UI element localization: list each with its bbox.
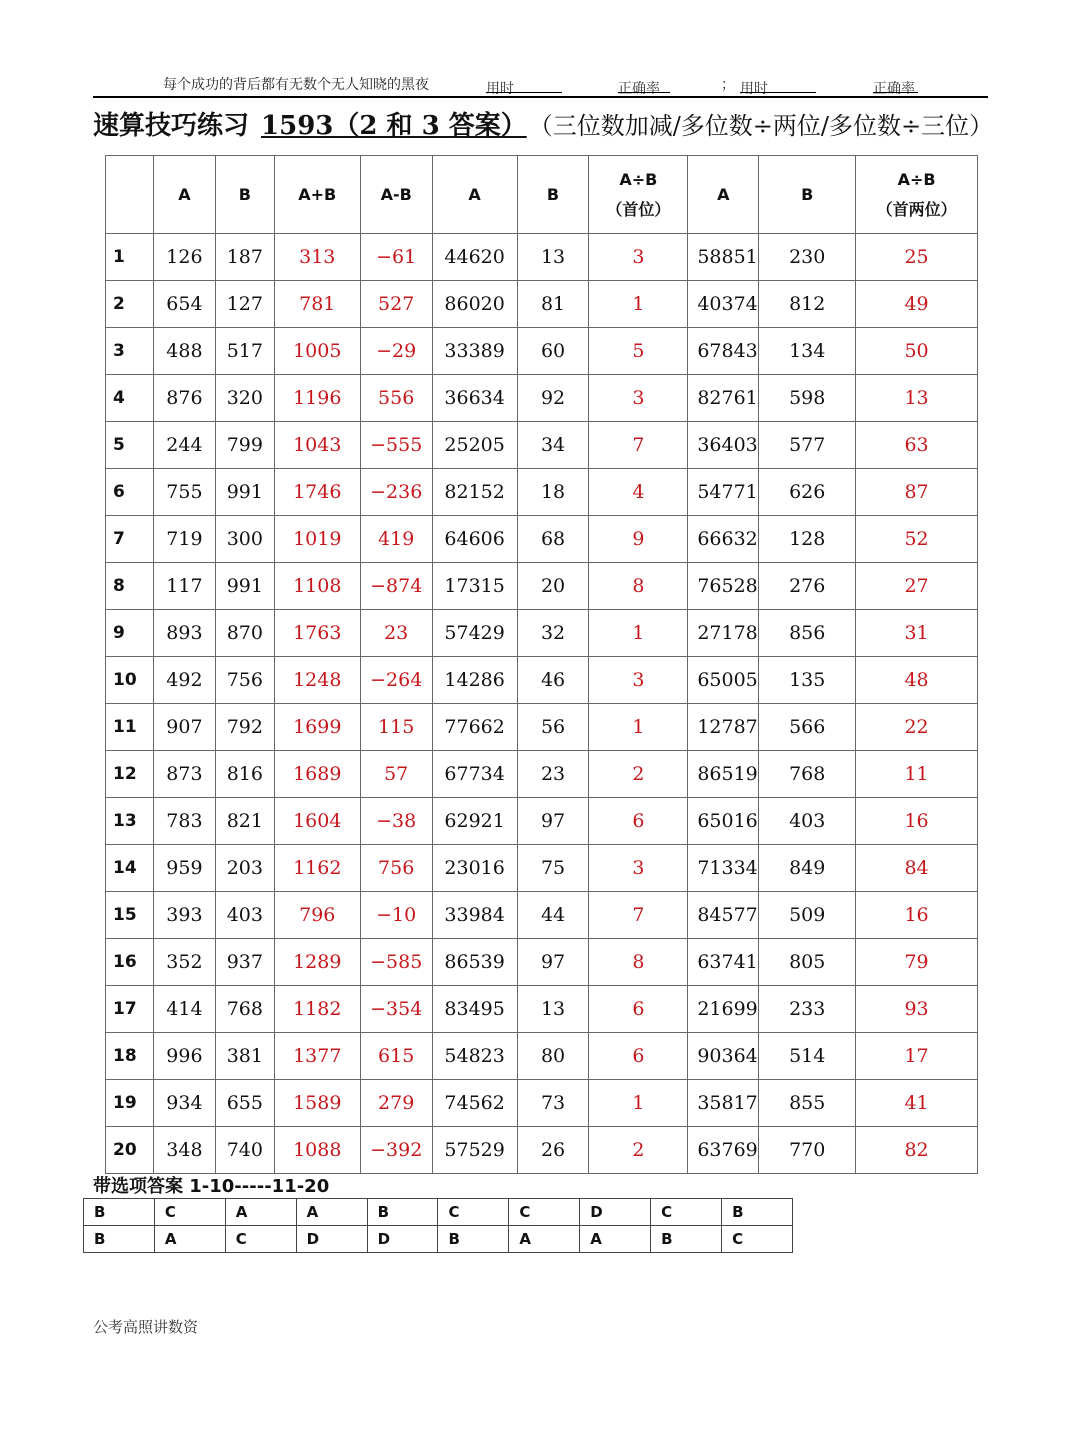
cell-a2: 74562 bbox=[432, 1080, 517, 1127]
row-index: 2 bbox=[106, 281, 154, 328]
cell-div2: 31 bbox=[856, 610, 978, 657]
cell-a1: 352 bbox=[153, 939, 215, 986]
practice-table bbox=[105, 155, 978, 1174]
table-row bbox=[106, 1033, 978, 1080]
cell-a1: 783 bbox=[153, 798, 215, 845]
cell-b3: 509 bbox=[759, 892, 856, 939]
cell-b1: 756 bbox=[215, 657, 274, 704]
table-row bbox=[106, 469, 978, 516]
cell-diff: −555 bbox=[360, 422, 432, 469]
table-header-row bbox=[106, 156, 978, 234]
cell-b2: 34 bbox=[517, 422, 589, 469]
cell-a2: 14286 bbox=[432, 657, 517, 704]
header-line: 每个成功的背后都有无数个无人知晓的黑夜 用时 正确率 ； 用时 正确率 bbox=[93, 70, 988, 98]
cell-div1: 6 bbox=[589, 986, 688, 1033]
cell-b2: 56 bbox=[517, 704, 589, 751]
cell-div2: 84 bbox=[856, 845, 978, 892]
cell-sum: 1182 bbox=[274, 986, 360, 1033]
cell-div2: 87 bbox=[856, 469, 978, 516]
cell-sum: 1005 bbox=[274, 328, 360, 375]
header-sum: A+B bbox=[274, 156, 360, 234]
cell-div2: 48 bbox=[856, 657, 978, 704]
cell-div2: 52 bbox=[856, 516, 978, 563]
table-body bbox=[106, 234, 978, 1174]
cell-b1: 870 bbox=[215, 610, 274, 657]
table-row bbox=[106, 892, 978, 939]
header-a1: A bbox=[153, 156, 215, 234]
cell-div1: 3 bbox=[589, 845, 688, 892]
row-index: 10 bbox=[106, 657, 154, 704]
option-cell: C bbox=[722, 1226, 793, 1253]
cell-div1: 1 bbox=[589, 281, 688, 328]
table-row bbox=[106, 751, 978, 798]
cell-a1: 907 bbox=[153, 704, 215, 751]
motto-text: 每个成功的背后都有无数个无人知晓的黑夜 bbox=[163, 77, 429, 93]
cell-b1: 655 bbox=[215, 1080, 274, 1127]
header-div2 bbox=[856, 156, 978, 234]
cell-sum: 1019 bbox=[274, 516, 360, 563]
cell-b3: 768 bbox=[759, 751, 856, 798]
cell-sum: 1689 bbox=[274, 751, 360, 798]
option-cell: B bbox=[651, 1226, 722, 1253]
cell-a2: 83495 bbox=[432, 986, 517, 1033]
option-cell: C bbox=[651, 1199, 722, 1226]
cell-div2: 16 bbox=[856, 798, 978, 845]
cell-div1: 2 bbox=[589, 1127, 688, 1174]
cell-b1: 517 bbox=[215, 328, 274, 375]
cell-a3: 66632 bbox=[688, 516, 759, 563]
cell-sum: 1763 bbox=[274, 610, 360, 657]
cell-div1: 6 bbox=[589, 1033, 688, 1080]
cell-a3: 71334 bbox=[688, 845, 759, 892]
option-cell: A bbox=[509, 1226, 580, 1253]
cell-a3: 63769 bbox=[688, 1127, 759, 1174]
cell-b3: 134 bbox=[759, 328, 856, 375]
cell-diff: −264 bbox=[360, 657, 432, 704]
cell-a2: 77662 bbox=[432, 704, 517, 751]
cell-a2: 64606 bbox=[432, 516, 517, 563]
cell-diff: 419 bbox=[360, 516, 432, 563]
table-row bbox=[106, 939, 978, 986]
cell-a3: 90364 bbox=[688, 1033, 759, 1080]
cell-b2: 46 bbox=[517, 657, 589, 704]
cell-b1: 300 bbox=[215, 516, 274, 563]
cell-div2: 63 bbox=[856, 422, 978, 469]
cell-b2: 13 bbox=[517, 986, 589, 1033]
cell-a2: 67734 bbox=[432, 751, 517, 798]
row-index: 15 bbox=[106, 892, 154, 939]
cell-b2: 13 bbox=[517, 234, 589, 281]
header-b1: B bbox=[215, 156, 274, 234]
option-cell: C bbox=[438, 1199, 509, 1226]
option-cell: B bbox=[438, 1226, 509, 1253]
table-row bbox=[106, 704, 978, 751]
row-index: 17 bbox=[106, 986, 154, 1033]
cell-b3: 626 bbox=[759, 469, 856, 516]
cell-b1: 187 bbox=[215, 234, 274, 281]
options-table bbox=[83, 1198, 793, 1253]
option-cell: A bbox=[296, 1199, 367, 1226]
cell-diff: −10 bbox=[360, 892, 432, 939]
cell-a1: 959 bbox=[153, 845, 215, 892]
header-a3: A bbox=[688, 156, 759, 234]
cell-a3: 65016 bbox=[688, 798, 759, 845]
option-cell: D bbox=[367, 1226, 438, 1253]
row-index: 9 bbox=[106, 610, 154, 657]
cell-diff: 756 bbox=[360, 845, 432, 892]
cell-a3: 27178 bbox=[688, 610, 759, 657]
option-cell: B bbox=[367, 1199, 438, 1226]
cell-a1: 488 bbox=[153, 328, 215, 375]
cell-b2: 32 bbox=[517, 610, 589, 657]
row-index: 14 bbox=[106, 845, 154, 892]
header-b3: B bbox=[759, 156, 856, 234]
cell-a2: 57529 bbox=[432, 1127, 517, 1174]
cell-a3: 12787 bbox=[688, 704, 759, 751]
cell-b2: 44 bbox=[517, 892, 589, 939]
cell-a3: 58851 bbox=[688, 234, 759, 281]
cell-div2: 16 bbox=[856, 892, 978, 939]
table-row bbox=[106, 516, 978, 563]
row-index: 4 bbox=[106, 375, 154, 422]
table-row bbox=[106, 234, 978, 281]
cell-div2: 17 bbox=[856, 1033, 978, 1080]
cell-sum: 1604 bbox=[274, 798, 360, 845]
cell-b2: 20 bbox=[517, 563, 589, 610]
cell-a1: 348 bbox=[153, 1127, 215, 1174]
cell-a3: 36403 bbox=[688, 422, 759, 469]
table-row bbox=[106, 563, 978, 610]
table-row bbox=[106, 1127, 978, 1174]
cell-a1: 654 bbox=[153, 281, 215, 328]
option-cell: D bbox=[296, 1226, 367, 1253]
cell-a1: 996 bbox=[153, 1033, 215, 1080]
row-index: 16 bbox=[106, 939, 154, 986]
row-index: 6 bbox=[106, 469, 154, 516]
cell-a2: 54823 bbox=[432, 1033, 517, 1080]
cell-div2: 25 bbox=[856, 234, 978, 281]
cell-a1: 414 bbox=[153, 986, 215, 1033]
cell-b2: 92 bbox=[517, 375, 589, 422]
cell-b2: 26 bbox=[517, 1127, 589, 1174]
cell-a1: 893 bbox=[153, 610, 215, 657]
options-body bbox=[84, 1199, 793, 1253]
cell-b3: 849 bbox=[759, 845, 856, 892]
cell-a1: 755 bbox=[153, 469, 215, 516]
cell-div2: 22 bbox=[856, 704, 978, 751]
cell-a3: 67843 bbox=[688, 328, 759, 375]
row-index: 7 bbox=[106, 516, 154, 563]
table-row bbox=[106, 986, 978, 1033]
cell-b1: 768 bbox=[215, 986, 274, 1033]
cell-div1: 5 bbox=[589, 328, 688, 375]
options-row bbox=[84, 1226, 793, 1253]
cell-b3: 135 bbox=[759, 657, 856, 704]
cell-sum: 1589 bbox=[274, 1080, 360, 1127]
row-index: 11 bbox=[106, 704, 154, 751]
header-div1-top: A÷B bbox=[619, 169, 658, 189]
cell-div1: 7 bbox=[589, 892, 688, 939]
cell-a1: 873 bbox=[153, 751, 215, 798]
cell-b2: 75 bbox=[517, 845, 589, 892]
cell-a1: 393 bbox=[153, 892, 215, 939]
cell-b1: 991 bbox=[215, 563, 274, 610]
table-row bbox=[106, 328, 978, 375]
cell-div2: 50 bbox=[856, 328, 978, 375]
cell-b3: 812 bbox=[759, 281, 856, 328]
cell-div2: 41 bbox=[856, 1080, 978, 1127]
cell-div1: 1 bbox=[589, 704, 688, 751]
cell-b1: 381 bbox=[215, 1033, 274, 1080]
cell-b3: 276 bbox=[759, 563, 856, 610]
cell-diff: 279 bbox=[360, 1080, 432, 1127]
cell-a3: 65005 bbox=[688, 657, 759, 704]
row-index: 12 bbox=[106, 751, 154, 798]
cell-b2: 60 bbox=[517, 328, 589, 375]
row-index: 19 bbox=[106, 1080, 154, 1127]
cell-sum: 1162 bbox=[274, 845, 360, 892]
cell-diff: −354 bbox=[360, 986, 432, 1033]
option-cell: A bbox=[154, 1226, 225, 1253]
options-row bbox=[84, 1199, 793, 1226]
cell-diff: −874 bbox=[360, 563, 432, 610]
cell-div2: 79 bbox=[856, 939, 978, 986]
header-div2-top: A÷B bbox=[897, 169, 936, 189]
cell-b1: 937 bbox=[215, 939, 274, 986]
cell-a1: 117 bbox=[153, 563, 215, 610]
cell-a1: 126 bbox=[153, 234, 215, 281]
cell-diff: −61 bbox=[360, 234, 432, 281]
cell-sum: 1746 bbox=[274, 469, 360, 516]
cell-div1: 8 bbox=[589, 563, 688, 610]
header-diff: A-B bbox=[360, 156, 432, 234]
cell-b3: 230 bbox=[759, 234, 856, 281]
header-a2: A bbox=[432, 156, 517, 234]
cell-a3: 35817 bbox=[688, 1080, 759, 1127]
table-row bbox=[106, 657, 978, 704]
cell-div1: 7 bbox=[589, 422, 688, 469]
cell-div1: 9 bbox=[589, 516, 688, 563]
cell-b3: 128 bbox=[759, 516, 856, 563]
cell-div1: 1 bbox=[589, 1080, 688, 1127]
row-index: 18 bbox=[106, 1033, 154, 1080]
cell-sum: 1699 bbox=[274, 704, 360, 751]
cell-diff: −38 bbox=[360, 798, 432, 845]
cell-sum: 1043 bbox=[274, 422, 360, 469]
table-row bbox=[106, 798, 978, 845]
cell-a2: 17315 bbox=[432, 563, 517, 610]
cell-sum: 1196 bbox=[274, 375, 360, 422]
cell-a3: 82761 bbox=[688, 375, 759, 422]
cell-a1: 934 bbox=[153, 1080, 215, 1127]
cell-b3: 403 bbox=[759, 798, 856, 845]
cell-a2: 57429 bbox=[432, 610, 517, 657]
cell-b3: 770 bbox=[759, 1127, 856, 1174]
cell-b2: 97 bbox=[517, 798, 589, 845]
row-index: 8 bbox=[106, 563, 154, 610]
option-cell: A bbox=[225, 1199, 296, 1226]
cell-a2: 86020 bbox=[432, 281, 517, 328]
cell-b1: 792 bbox=[215, 704, 274, 751]
table-row bbox=[106, 1080, 978, 1127]
cell-b1: 816 bbox=[215, 751, 274, 798]
cell-a3: 54771 bbox=[688, 469, 759, 516]
option-cell: B bbox=[84, 1199, 155, 1226]
row-index: 13 bbox=[106, 798, 154, 845]
cell-b2: 18 bbox=[517, 469, 589, 516]
cell-diff: 556 bbox=[360, 375, 432, 422]
cell-div2: 93 bbox=[856, 986, 978, 1033]
cell-b1: 127 bbox=[215, 281, 274, 328]
cell-b3: 577 bbox=[759, 422, 856, 469]
row-index: 20 bbox=[106, 1127, 154, 1174]
option-cell: C bbox=[509, 1199, 580, 1226]
option-cell: C bbox=[154, 1199, 225, 1226]
cell-a2: 62921 bbox=[432, 798, 517, 845]
cell-a3: 86519 bbox=[688, 751, 759, 798]
cell-div1: 3 bbox=[589, 657, 688, 704]
cell-sum: 1289 bbox=[274, 939, 360, 986]
cell-a2: 36634 bbox=[432, 375, 517, 422]
cell-diff: −585 bbox=[360, 939, 432, 986]
cell-div1: 3 bbox=[589, 375, 688, 422]
cell-a2: 23016 bbox=[432, 845, 517, 892]
cell-div1: 4 bbox=[589, 469, 688, 516]
cell-b3: 233 bbox=[759, 986, 856, 1033]
header-b2: B bbox=[517, 156, 589, 234]
separator: ； bbox=[721, 77, 735, 93]
cell-div1: 6 bbox=[589, 798, 688, 845]
table-row bbox=[106, 845, 978, 892]
header-div2-bottom: （首两位） bbox=[876, 199, 957, 219]
cell-div1: 1 bbox=[589, 610, 688, 657]
cell-diff: −29 bbox=[360, 328, 432, 375]
cell-b3: 856 bbox=[759, 610, 856, 657]
cell-div2: 49 bbox=[856, 281, 978, 328]
cell-b1: 403 bbox=[215, 892, 274, 939]
cell-div1: 2 bbox=[589, 751, 688, 798]
cell-a2: 33389 bbox=[432, 328, 517, 375]
cell-a2: 25205 bbox=[432, 422, 517, 469]
cell-div2: 82 bbox=[856, 1127, 978, 1174]
option-cell: C bbox=[225, 1226, 296, 1253]
title-number: 1593（2 和 3 答案） bbox=[261, 111, 527, 141]
cell-b3: 566 bbox=[759, 704, 856, 751]
cell-div1: 8 bbox=[589, 939, 688, 986]
cell-b1: 799 bbox=[215, 422, 274, 469]
cell-b2: 80 bbox=[517, 1033, 589, 1080]
cell-b1: 320 bbox=[215, 375, 274, 422]
cell-diff: 23 bbox=[360, 610, 432, 657]
cell-diff: −392 bbox=[360, 1127, 432, 1174]
cell-diff: 615 bbox=[360, 1033, 432, 1080]
page-title bbox=[93, 105, 1003, 142]
title-main: 速算技巧练习 bbox=[93, 111, 250, 141]
row-index: 3 bbox=[106, 328, 154, 375]
cell-diff: 57 bbox=[360, 751, 432, 798]
cell-b2: 81 bbox=[517, 281, 589, 328]
cell-b3: 805 bbox=[759, 939, 856, 986]
footer-text: 公考高照讲数资 bbox=[93, 1318, 199, 1336]
cell-sum: 1248 bbox=[274, 657, 360, 704]
cell-a1: 876 bbox=[153, 375, 215, 422]
cell-sum: 781 bbox=[274, 281, 360, 328]
cell-sum: 313 bbox=[274, 234, 360, 281]
option-cell: A bbox=[580, 1226, 651, 1253]
cell-sum: 1088 bbox=[274, 1127, 360, 1174]
cell-a2: 33984 bbox=[432, 892, 517, 939]
cell-b1: 991 bbox=[215, 469, 274, 516]
cell-a2: 82152 bbox=[432, 469, 517, 516]
cell-sum: 1108 bbox=[274, 563, 360, 610]
cell-div2: 11 bbox=[856, 751, 978, 798]
table-row bbox=[106, 375, 978, 422]
header-index bbox=[106, 156, 154, 234]
header-div1 bbox=[589, 156, 688, 234]
cell-a3: 63741 bbox=[688, 939, 759, 986]
cell-b3: 514 bbox=[759, 1033, 856, 1080]
cell-a1: 492 bbox=[153, 657, 215, 704]
cell-a2: 44620 bbox=[432, 234, 517, 281]
cell-b2: 68 bbox=[517, 516, 589, 563]
cell-div1: 3 bbox=[589, 234, 688, 281]
cell-a3: 21699 bbox=[688, 986, 759, 1033]
cell-a3: 40374 bbox=[688, 281, 759, 328]
options-title: 带选项答案 1-10-----11-20 bbox=[93, 1176, 330, 1197]
row-index: 5 bbox=[106, 422, 154, 469]
cell-div2: 27 bbox=[856, 563, 978, 610]
cell-b2: 23 bbox=[517, 751, 589, 798]
cell-a2: 86539 bbox=[432, 939, 517, 986]
cell-a3: 84577 bbox=[688, 892, 759, 939]
cell-a1: 719 bbox=[153, 516, 215, 563]
title-subtitle: （三位数加减/多位数÷两位/多位数÷三位） bbox=[540, 112, 994, 140]
table-row bbox=[106, 610, 978, 657]
table-row bbox=[106, 281, 978, 328]
cell-diff: 115 bbox=[360, 704, 432, 751]
table-row bbox=[106, 422, 978, 469]
cell-sum: 1377 bbox=[274, 1033, 360, 1080]
cell-diff: 527 bbox=[360, 281, 432, 328]
cell-b2: 73 bbox=[517, 1080, 589, 1127]
cell-b2: 97 bbox=[517, 939, 589, 986]
cell-div2: 13 bbox=[856, 375, 978, 422]
cell-b1: 203 bbox=[215, 845, 274, 892]
cell-a3: 76528 bbox=[688, 563, 759, 610]
option-cell: B bbox=[722, 1199, 793, 1226]
cell-b1: 740 bbox=[215, 1127, 274, 1174]
cell-b1: 821 bbox=[215, 798, 274, 845]
row-index: 1 bbox=[106, 234, 154, 281]
cell-a1: 244 bbox=[153, 422, 215, 469]
cell-b3: 598 bbox=[759, 375, 856, 422]
cell-diff: −236 bbox=[360, 469, 432, 516]
option-cell: D bbox=[580, 1199, 651, 1226]
option-cell: B bbox=[84, 1226, 155, 1253]
header-div1-bottom: （首位） bbox=[606, 199, 671, 219]
cell-sum: 796 bbox=[274, 892, 360, 939]
cell-b3: 855 bbox=[759, 1080, 856, 1127]
